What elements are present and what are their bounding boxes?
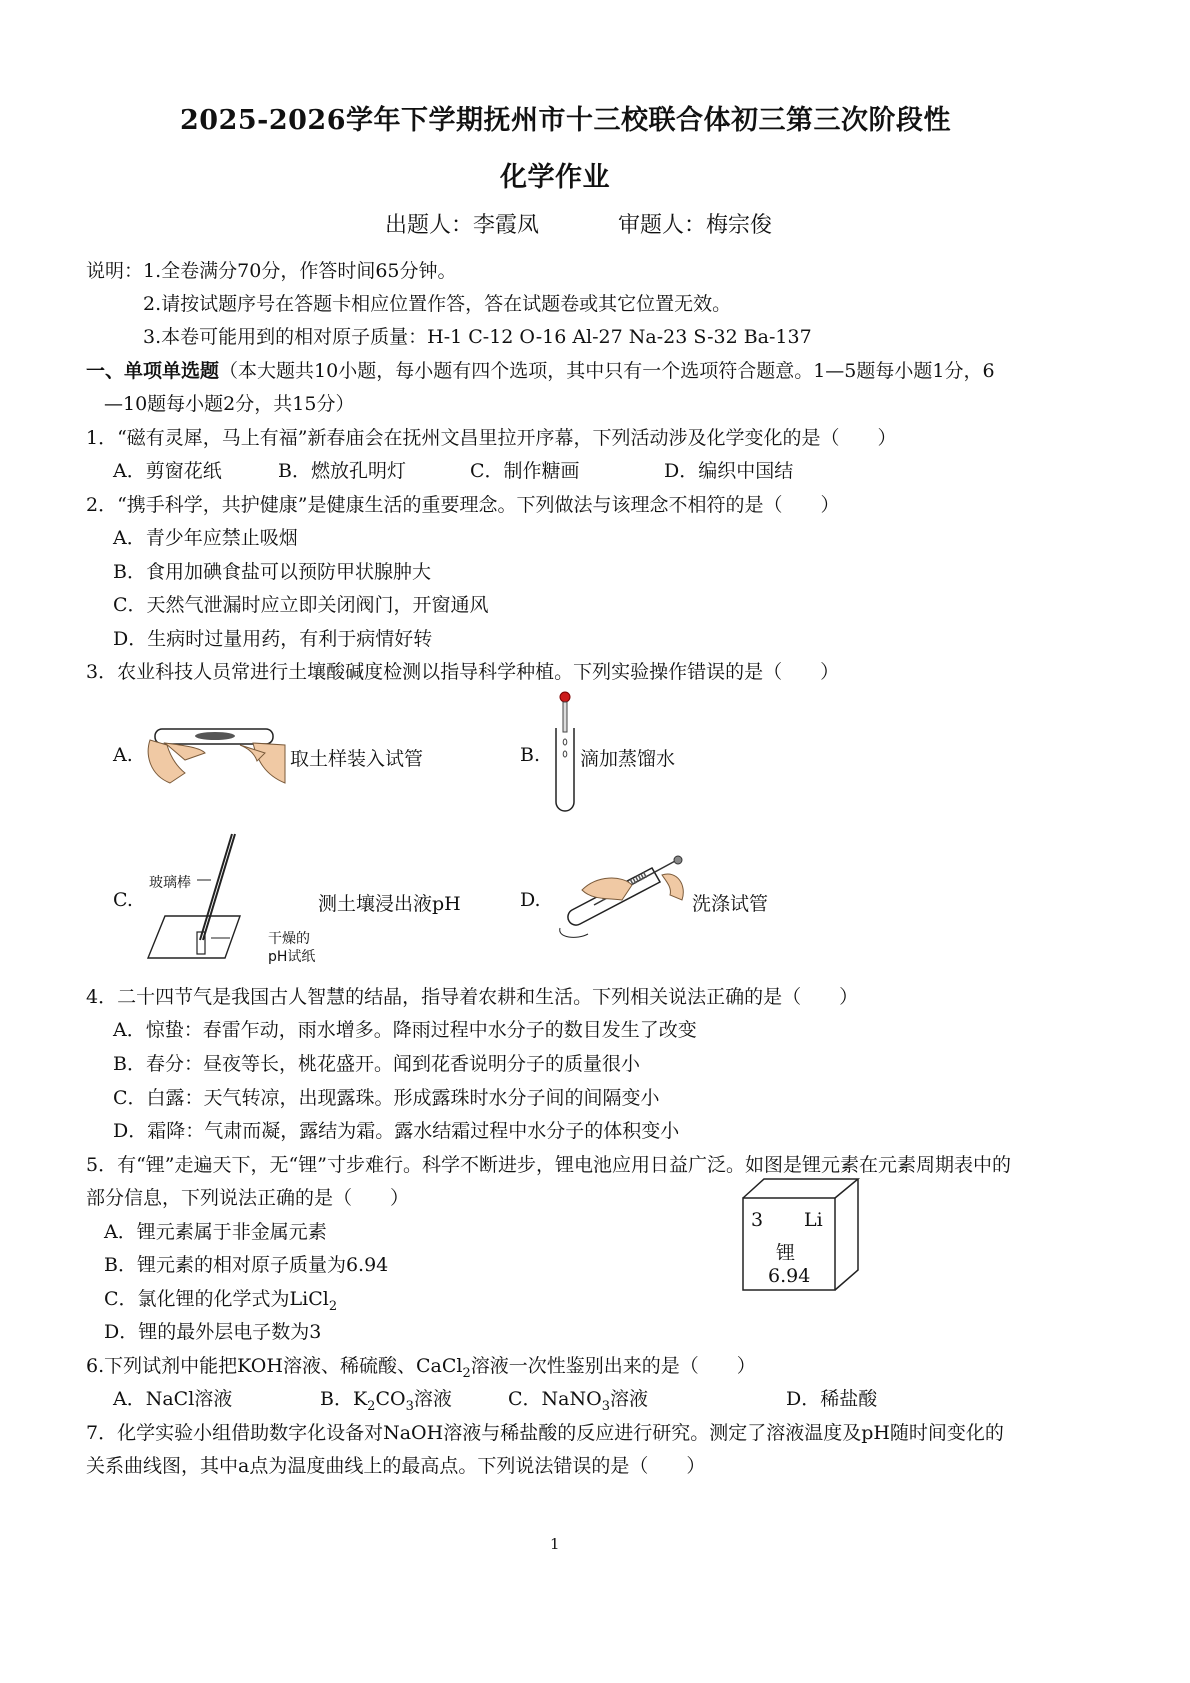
page-number: 1 <box>550 1535 560 1553</box>
q5-option-c-text: C．氯化锂的化学式为LiCl <box>104 1288 329 1310</box>
q3-option-d-caption: 洗涤试管 <box>692 893 769 915</box>
q5-option-a: A．锂元素属于非金属元素 <box>104 1221 327 1243</box>
q6-option-b <box>320 1384 452 1414</box>
element-atomic-number: 3 <box>751 1209 764 1231</box>
q1-option-c: C．制作糖画 <box>470 460 580 482</box>
section1-desc-line1: （本大题共10小题，每小题有四个选项，其中只有一个选项符合题意。1—5题每小题1分，6 <box>219 360 995 382</box>
instruction-item-3: 3.本卷可能用到的相对原子质量：H-1 C-12 O-16 Al-27 Na-23 S-32 Ba-137 <box>143 326 812 348</box>
q6-stem-sub: 2 <box>462 1365 471 1381</box>
q2-option-d: D．生病时过量用药，有利于病情好转 <box>113 628 433 650</box>
question-setter: 出题人：李霞凤 <box>385 213 540 238</box>
q6-stem <box>86 1351 756 1381</box>
q7-stem-line2: 关系曲线图，其中a点为温度曲线上的最高点。下列说法错误的是（ ） <box>86 1455 706 1477</box>
exam-title-line1: 2025-2026学年下学期抚州市十三校联合体初三第三次阶段性 <box>180 105 951 136</box>
q2-option-b: B．食用加碘食盐可以预防甲状腺肿大 <box>113 561 431 583</box>
section1-intro <box>86 356 995 383</box>
q5-option-c-subscript: 2 <box>328 1298 338 1314</box>
element-symbol: Li <box>804 1209 823 1231</box>
q1-option-d: D．编织中国结 <box>664 460 794 482</box>
q2-option-c: C．天然气泄漏时应立即关闭阀门，开窗通风 <box>113 594 489 616</box>
instructions-lead: 说明： <box>86 260 144 282</box>
q4-option-a: A．惊蛰：春雷乍动，雨水增多。降雨过程中水分子的数目发生了改变 <box>113 1019 697 1041</box>
section1-heading: 一、单项单选题 <box>86 360 220 382</box>
q2-stem: 2．“携手科学，共护健康”是健康生活的重要理念。下列做法与该理念不相符的是（ ） <box>86 494 840 516</box>
q5-option-c <box>104 1284 337 1314</box>
q3-option-a-caption: 取土样装入试管 <box>290 748 424 770</box>
q3-option-a-letter: A. <box>113 744 133 766</box>
instructions-block <box>86 256 457 283</box>
q7-stem-line1: 7．化学实验小组借助数字化设备对NaOH溶液与稀盐酸的反应进行研究。测定了溶液温度及pH随时间变化的 <box>86 1422 1004 1444</box>
q6-option-c-sub: 3 <box>601 1398 610 1414</box>
q1-stem: 1．“磁有灵犀，马上有福”新春庙会在抚州文昌里拉开序幕，下列活动涉及化学变化的是（ ） <box>86 427 897 449</box>
q6-option-d: D．稀盐酸 <box>786 1388 878 1410</box>
element-name: 锂 <box>776 1242 796 1264</box>
q6-option-c-post: 溶液 <box>609 1388 648 1410</box>
q6-option-c <box>508 1384 648 1414</box>
q3-option-c-caption: 测土壤浸出液pH <box>318 893 461 915</box>
q5-stem-line1: 5．有“锂”走遍天下，无“锂”寸步难行。科学不断进步，锂电池应用日益广泛。如图是锂元素在元素周期表中的 <box>86 1154 1011 1176</box>
test-tube-hands-illustration <box>145 705 280 790</box>
instruction-item-1: 1.全卷满分70分，作答时间65分钟。 <box>143 260 457 282</box>
q6-option-b-sub2: 3 <box>405 1398 414 1414</box>
q3-stem: 3．农业科技人员常进行土壤酸碱度检测以指导科学种植。下列实验操作错误的是（ ） <box>86 661 840 683</box>
q5-option-d: D．锂的最外层电子数为3 <box>104 1321 322 1343</box>
q1-option-a: A．剪窗花纸 <box>113 460 222 482</box>
q6-stem-post: 溶液一次性鉴别出来的是（ ） <box>470 1355 756 1377</box>
q5-stem-line2: 部分信息，下列说法正确的是（ ） <box>86 1187 410 1209</box>
q6-option-a: A．NaCl溶液 <box>113 1388 233 1410</box>
q6-stem-pre: 6.下列试剂中能把KOH溶液、稀硫酸、CaCl <box>86 1355 463 1377</box>
q3-option-c-letter: C. <box>113 889 133 911</box>
q6-option-b-mid: CO <box>375 1388 406 1410</box>
ph-paper-label-line1: 干燥的 <box>268 931 310 947</box>
q3-option-d-letter: D. <box>520 889 541 911</box>
q6-option-b-pre: B．K <box>320 1388 368 1410</box>
q4-option-b: B．春分：昼夜等长，桃花盛开。闻到花香说明分子的质量很小 <box>113 1053 640 1075</box>
q6-option-b-sub1: 2 <box>367 1398 376 1414</box>
dropper-test-tube-illustration <box>550 690 580 815</box>
q1-option-b: B．燃放孔明灯 <box>278 460 406 482</box>
q4-stem: 4．二十四节气是我国古人智慧的结晶，指导着农耕和生活。下列相关说法正确的是（ ） <box>86 986 859 1008</box>
glass-rod-label: 玻璃棒 <box>149 875 191 891</box>
glass-rod-ph-paper-illustration <box>145 828 255 963</box>
q3-option-b-letter: B. <box>520 744 541 766</box>
q6-option-c-pre: C．NaNO <box>508 1388 602 1410</box>
element-mass: 6.94 <box>768 1265 811 1287</box>
q4-option-d: D．霜降：气肃而凝，露结为霜。露水结霜过程中水分子的体积变小 <box>113 1120 680 1142</box>
section1-desc-line2: —10题每小题2分，共15分） <box>104 393 355 415</box>
tube-brush-illustration <box>552 850 692 945</box>
q2-option-a: A．青少年应禁止吸烟 <box>113 527 298 549</box>
instruction-item-2: 2.请按试题序号在答题卡相应位置作答，答在试题卷或其它位置无效。 <box>143 293 732 315</box>
q5-option-b: B．锂元素的相对原子质量为6.94 <box>104 1254 389 1276</box>
q3-option-b-caption: 滴加蒸馏水 <box>580 748 676 770</box>
q4-option-c: C．白露：天气转凉，出现露珠。形成露珠时水分子间的间隔变小 <box>113 1087 660 1109</box>
q6-option-b-post: 溶液 <box>413 1388 452 1410</box>
ph-paper-label-line2: pH试纸 <box>268 949 316 965</box>
exam-title-line2: 化学作业 <box>500 162 610 193</box>
question-reviewer: 审题人：梅宗俊 <box>618 213 773 238</box>
